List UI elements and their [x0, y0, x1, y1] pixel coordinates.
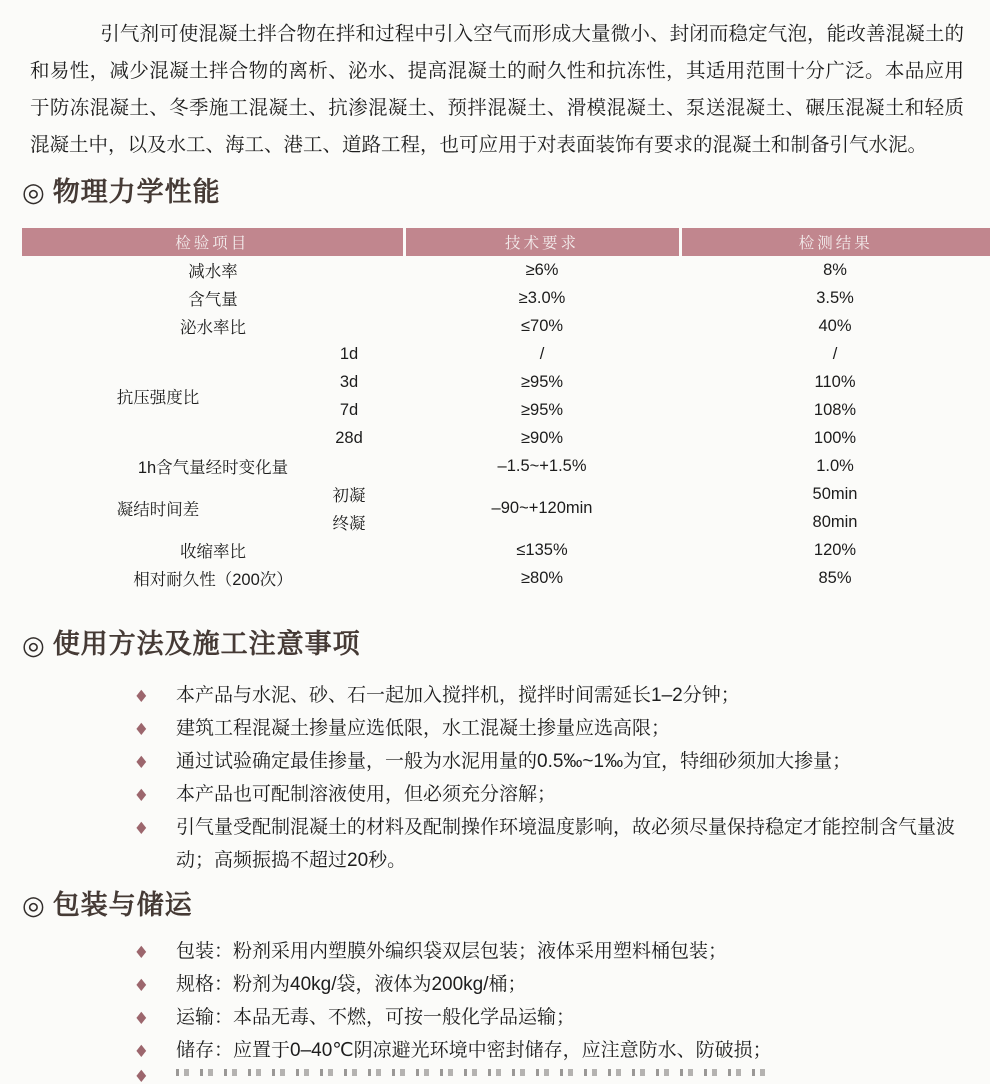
item-cell: 1h含气量经时变化量	[137, 459, 289, 478]
section-heading-packing	[22, 889, 990, 921]
result-cell: 108%	[813, 400, 857, 419]
column-header-result: 检测结果	[680, 228, 990, 256]
table-row	[22, 340, 990, 368]
table-row	[22, 536, 990, 564]
list-item-text: 建筑工程混凝土掺量应选低限，水工混凝土掺量应选高限；	[176, 717, 671, 739]
table-row	[22, 480, 990, 508]
requirement-cell: ≤70%	[520, 316, 564, 335]
table-row	[22, 312, 990, 340]
list-item	[132, 778, 960, 811]
column-header-requirement: 技术要求	[404, 228, 680, 256]
diamond-bullet-icon: ◆	[136, 943, 147, 961]
item-cell: 泌水率比	[180, 319, 246, 338]
requirement-cell: /	[539, 344, 545, 363]
list-item	[132, 1001, 960, 1034]
table-header-row	[22, 228, 990, 256]
diamond-bullet-icon: ◆	[136, 1067, 147, 1084]
double-circle-icon: ◎	[22, 177, 46, 208]
item-cell: 相对耐久性（200次）	[133, 571, 293, 590]
section-title: 包装与储运	[52, 889, 193, 920]
result-cell: 120%	[813, 540, 857, 559]
group-label-cell: 抗压强度比	[116, 389, 200, 408]
table-row	[22, 564, 990, 592]
result-cell: 100%	[813, 428, 857, 447]
diamond-bullet-icon: ◆	[136, 818, 147, 836]
sub-label-cell: 初凝	[332, 487, 366, 506]
section-title: 物理力学性能	[52, 177, 221, 207]
diamond-bullet-icon: ◆	[136, 785, 147, 803]
sub-label-cell: 7d	[339, 400, 359, 419]
list-item-text: 储存：应置于0–40℃阴凉避光环境中密封储存，应注意防水、防破损；	[176, 1040, 772, 1062]
requirement-cell: ≥90%	[520, 428, 564, 447]
table-row	[22, 284, 990, 312]
section-title: 使用方法及施工注意事项	[52, 629, 361, 660]
table-row	[22, 256, 990, 284]
sub-label-cell: 3d	[339, 372, 359, 391]
diamond-bullet-icon: ◆	[136, 1042, 147, 1060]
diamond-bullet-icon: ◆	[136, 686, 147, 704]
diamond-bullet-icon: ◆	[136, 1009, 147, 1027]
list-item	[132, 935, 960, 968]
section-heading-physical	[22, 176, 990, 208]
list-item	[132, 745, 960, 778]
section-heading-usage	[22, 628, 990, 660]
result-cell: 85%	[818, 568, 852, 587]
cutoff-text-fragment	[176, 1069, 766, 1076]
requirement-cell: –1.5~+1.5%	[497, 456, 587, 475]
requirement-cell: ≥95%	[520, 372, 564, 391]
sub-label-cell: 终凝	[332, 515, 366, 534]
list-item-text: 运输：本品无毒、不燃，可按一般化学品运输；	[176, 1007, 576, 1029]
intro-paragraph: 引气剂可使混凝土拌合物在拌和过程中引入空气而形成大量微小、封闭而稳定气泡，能改善混凝土的和易性，减少混凝土拌合物的离析、泌水、提高混凝土的耐久性和抗冻性，其适用范围十分广泛。本品应用于防冻混凝土、冬季施工混凝土、抗渗混凝土、预拌混凝土、滑模混凝土、泵送混凝土、碾压混凝土和轻质混凝土中，以及水工、海工、港工、道路工程，也可应用于对表面装饰有要求的混凝土和制备引气水泥。	[30, 23, 964, 156]
group-label-cell: 凝结时间差	[116, 501, 200, 520]
result-cell: 3.5%	[816, 288, 854, 307]
packing-bullet-list	[132, 935, 960, 1067]
result-cell: 8%	[823, 260, 847, 279]
diamond-bullet-icon: ◆	[136, 719, 147, 737]
requirement-cell: ≤135%	[516, 540, 568, 559]
result-cell: /	[832, 344, 838, 363]
usage-bullet-list	[132, 679, 960, 877]
requirement-cell: ≥95%	[520, 400, 564, 419]
result-cell: 40%	[818, 316, 852, 335]
double-circle-icon: ◎	[22, 889, 46, 920]
performance-table	[22, 228, 990, 592]
item-cell: 含气量	[188, 291, 238, 310]
result-cell: 50min	[812, 484, 858, 503]
list-item	[132, 1034, 960, 1067]
list-item-text: 规格：粉剂为40kg/袋，液体为200kg/桶；	[176, 974, 527, 996]
item-cell: 减水率	[188, 263, 238, 282]
list-item-text: 通过试验确定最佳掺量，一般为水泥用量的0.5‰~1‰为宜，特细砂须加大掺量；	[176, 750, 852, 772]
list-item-text: 引气量受配制混凝土的材料及配制操作环境温度影响，故必须尽量保持稳定才能控制含气量波动；高频振捣不超过20秒。	[176, 816, 956, 871]
item-cell: 收缩率比	[180, 543, 246, 562]
sub-label-cell: 1d	[339, 344, 359, 363]
column-header-item: 检验项目	[22, 228, 404, 256]
list-item-text: 本产品与水泥、砂、石一起加入搅拌机，搅拌时间需延长1–2分钟；	[176, 684, 740, 706]
result-cell: 1.0%	[816, 456, 854, 475]
table-row	[22, 452, 990, 480]
diamond-bullet-icon: ◆	[136, 976, 147, 994]
double-circle-icon: ◎	[22, 629, 46, 660]
list-item-text: 本产品也可配制溶液使用，但必须充分溶解；	[176, 783, 557, 805]
result-cell: 80min	[812, 512, 858, 531]
requirement-cell: ≥80%	[520, 568, 564, 587]
list-item	[132, 811, 960, 877]
result-cell: 110%	[814, 372, 856, 391]
requirement-cell: ≥3.0%	[518, 288, 566, 307]
list-item	[132, 712, 960, 745]
requirement-cell: ≥6%	[525, 260, 559, 279]
cutoff-text-line	[132, 1067, 990, 1084]
list-item	[132, 679, 960, 712]
list-item-text: 包装：粉剂采用内塑膜外编织袋双层包装；液体采用塑料桶包装；	[176, 941, 728, 963]
list-item	[132, 968, 960, 1001]
requirement-cell: –90~+120min	[491, 498, 593, 517]
diamond-bullet-icon: ◆	[136, 752, 147, 770]
sub-label-cell: 28d	[335, 428, 363, 447]
